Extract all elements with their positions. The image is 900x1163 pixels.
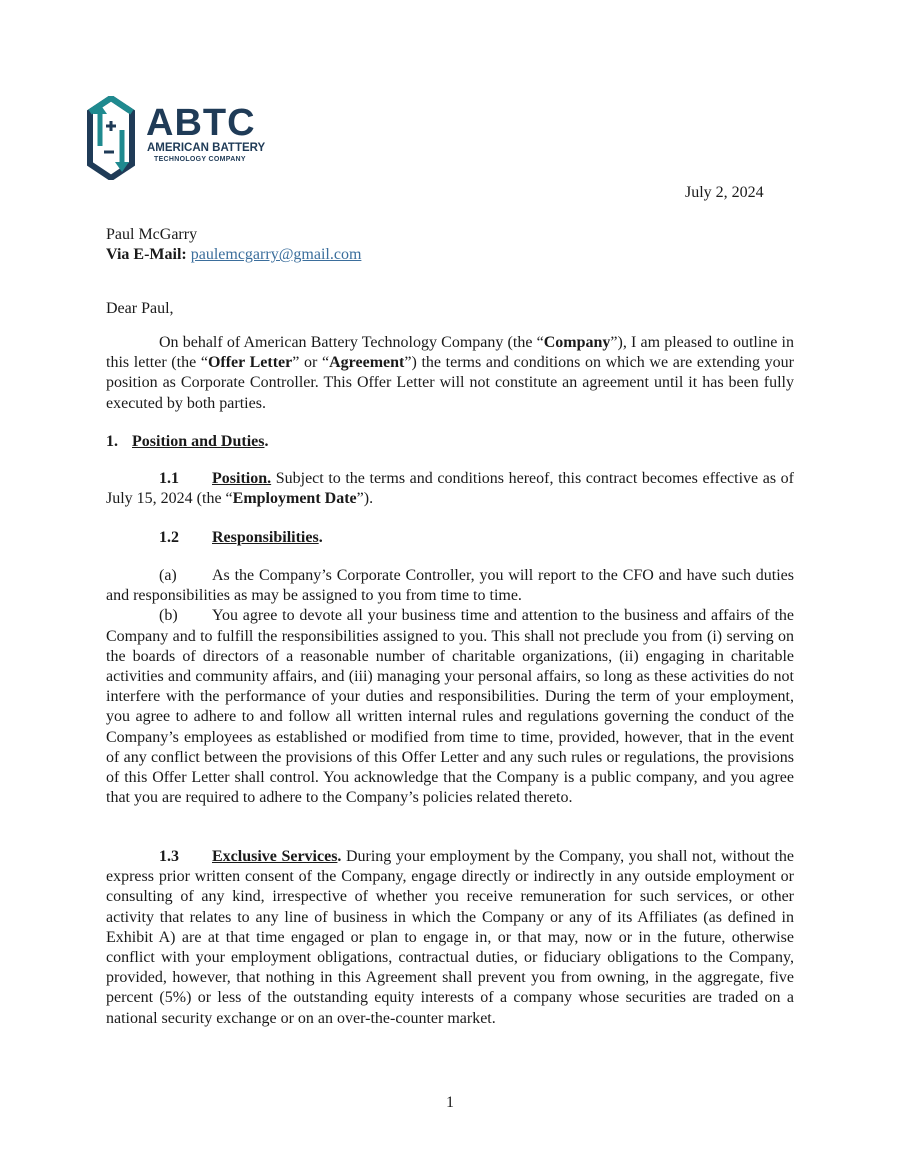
page-number: 1 — [446, 1094, 454, 1111]
section-1-3-title: Exclusive Services — [212, 848, 338, 865]
section-1-2-heading: 1.2 Responsibilities. — [106, 528, 794, 548]
recipient-email-line — [106, 245, 794, 265]
section-1-1-number: 1.1 — [159, 470, 179, 487]
term-agreement: Agreement — [329, 354, 405, 372]
abtc-logo — [86, 96, 276, 180]
section-1-2-title: Responsibilities — [212, 529, 319, 546]
term-company: Company — [543, 334, 611, 351]
subsection-b-text: You agree to devote all your business time and attention to the business and affairs of the Company and to fulfill the responsibilities assigned to you. This shall not preclude you from (i) serving on the boards of directors of a reasonable number of charitable organizations, (ii) engaging in charitable activities and community affairs, and (iii) managing your personal affairs, so long as these activities do not interfere with the performance of your duties and responsibilities. During the term of your employment, you agree to adhere to and follow all written internal rules and regulations governing the conduct of the Company’s employees as established or modified from time to time, provided, however, that in the event of any conflict between the provisions of this Offer Letter and any such rules or regulations, the provisions of this Offer Letter shall control. You acknowledge that the Company is a public company, and you agree that you are required to adhere to the Company’s policies related thereto. — [106, 607, 794, 807]
section-1-title: Position and Duties — [132, 433, 265, 450]
section-1-1: 1.1 Position. Subject to the terms and conditions hereof, this contract becomes effective as of July 15, 2024 (the “Employment Date”). — [106, 470, 794, 508]
section-1-3-number: 1.3 — [159, 848, 179, 865]
recipient-name: Paul McGarry — [106, 226, 198, 243]
recipient-email-link[interactable]: paulemcgarry@gmail.com — [190, 246, 362, 264]
term-offer-letter: Offer Letter — [207, 354, 293, 372]
logo-company-line1: AMERICAN BATTERY — [147, 142, 266, 154]
email-label: Via E-Mail: — [106, 246, 187, 264]
logo-wordmark: ABTC — [146, 102, 256, 144]
intro-paragraph: On behalf of American Battery Technology Company (the “Company”), I am pleased to outline in this letter (the “Offer Letter” or “Agreement”) the terms and conditions on which we are extending your position as Corporate Controller. This Offer Letter will not constitute an agreement until it has been fully executed by both parties. — [106, 334, 795, 412]
section-1-3-text: During your employment by the Company, you shall not, without the express prior written consent of the Company, engage directly or indirectly in any outside employment or consulting of any kind, irrespective of whether you receive remuneration for such services, or other activity that relates to any line of business in which the Company or any of its Affiliates (as defined in Exhibit A) are at that time engaged or plan to engage in, or that may, now or in the future, otherwise conflict with your employment obligations, contractual duties, or fiduciary obligations to the Company, provided, however, that nothing in this Agreement shall prevent you from owning, in the aggregate, five percent (5%) or less of the outstanding equity interests of a company whose securities are traded on a national security exchange or on an over-the-counter market. — [106, 848, 794, 1027]
section-1-3: 1.3 Exclusive Services. During your employment by the Company, you shall not, without the express prior written consent of the Company, engage directly or indirectly in any outside employment or consulting of any kind, irrespective of whether you receive remuneration for such services, or other activity that relates to any line of business in which the Company or any of its Affiliates (as defined in Exhibit A) are at that time engaged or plan to engage in, or that may, now or in the future, otherwise conflict with your employment obligations, contractual duties, or fiduciary obligations to the Company, provided, however, that nothing in this Agreement shall prevent you from owning, in the aggregate, five percent (5%) or less of the outstanding equity interests of a company whose securities are traded on a national security exchange or on an over-the-counter market. — [106, 848, 794, 1027]
logo-company-line2: TECHNOLOGY COMPANY — [154, 156, 246, 163]
recipient-block — [106, 225, 794, 265]
subsection-a-text: As the Company’s Corporate Controller, you will report to the CFO and have such duties and responsibilities as may be assigned to you from time to time. — [106, 567, 794, 605]
subsections-a-b — [106, 566, 794, 808]
section-1-1-title: Position. — [212, 470, 272, 487]
subsection-a — [106, 566, 794, 606]
subsection-a-label: (a) — [159, 567, 177, 584]
letter-date: July 2, 2024 — [685, 184, 764, 201]
greeting: Dear Paul, — [106, 300, 174, 317]
subsection-b-label: (b) — [159, 607, 178, 625]
term-employment-date: Employment Date — [232, 490, 357, 508]
section-1-heading: 1. Position and Duties. — [106, 433, 269, 450]
subsection-b — [106, 606, 794, 808]
battery-logo-icon — [86, 96, 136, 180]
section-1-2-number: 1.2 — [159, 529, 179, 546]
